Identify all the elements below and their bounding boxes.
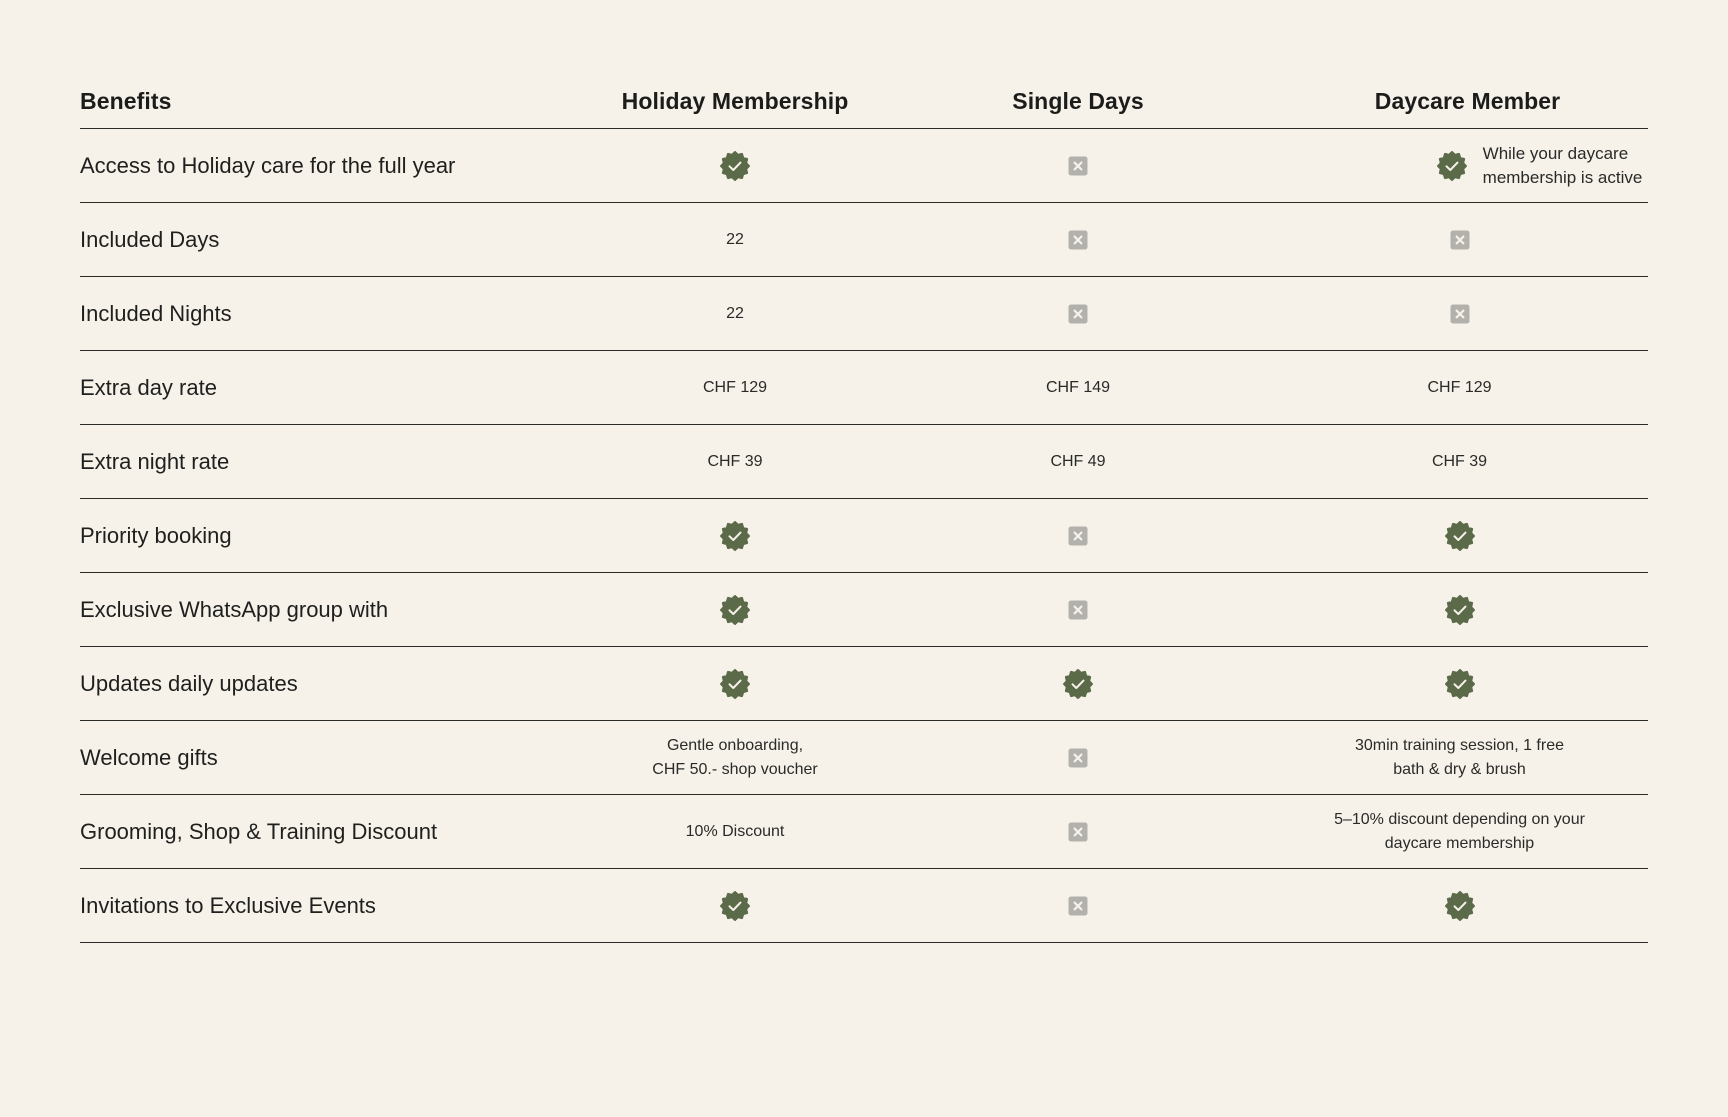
table-row — [80, 351, 1648, 425]
single-days-cell — [885, 450, 1271, 474]
daycare-member-cell — [1271, 304, 1648, 324]
benefit-label: Invitations to Exclusive Events — [80, 892, 376, 918]
table-row — [80, 499, 1648, 573]
benefit-label: Included Days — [80, 226, 220, 252]
check-badge-icon — [1445, 595, 1475, 625]
benefit-label: Exclusive WhatsApp group with — [80, 596, 389, 622]
holiday-membership-cell — [585, 376, 885, 400]
holiday-membership-value: 22 — [726, 230, 744, 248]
table-body — [80, 129, 1648, 943]
x-square-icon — [1068, 748, 1088, 768]
x-square-icon — [1068, 304, 1088, 324]
daycare-member-cell — [1271, 808, 1648, 856]
table-row — [80, 869, 1648, 943]
check-badge-icon — [720, 151, 750, 181]
single-days-cell — [885, 230, 1271, 250]
x-square-icon — [1450, 304, 1470, 324]
daycare-member-cell — [1271, 734, 1648, 782]
holiday-membership-cell — [585, 151, 885, 181]
header-holiday-membership: Holiday Membership — [621, 87, 849, 114]
table-row — [80, 129, 1648, 203]
holiday-membership-value: Gentle onboarding, CHF 50.- shop voucher — [652, 736, 818, 778]
table-row — [80, 721, 1648, 795]
holiday-membership-cell — [585, 595, 885, 625]
table-row — [80, 795, 1648, 869]
x-square-icon — [1068, 822, 1088, 842]
single-days-cell — [885, 156, 1271, 176]
single-days-cell — [885, 376, 1271, 400]
single-days-value: CHF 49 — [1050, 452, 1106, 470]
daycare-member-cell — [1271, 230, 1648, 250]
holiday-membership-cell — [585, 820, 885, 844]
daycare-member-value: CHF 129 — [1427, 378, 1492, 396]
table-row — [80, 573, 1648, 647]
holiday-membership-value: 10% Discount — [685, 822, 785, 840]
table-row — [80, 277, 1648, 351]
benefit-label: Extra day rate — [80, 374, 217, 400]
daycare-member-cell — [1271, 595, 1648, 625]
check-badge-icon — [720, 521, 750, 551]
header-single-days: Single Days — [1012, 87, 1144, 114]
holiday-membership-cell — [585, 302, 885, 326]
holiday-membership-value: CHF 39 — [707, 452, 763, 470]
daycare-member-cell — [1271, 891, 1648, 921]
x-square-icon — [1068, 230, 1088, 250]
single-days-cell — [885, 896, 1271, 916]
daycare-member-value: 5–10% discount depending on your daycare membership — [1334, 810, 1585, 852]
header-benefits: Benefits — [80, 87, 172, 114]
daycare-member-value: CHF 39 — [1431, 452, 1488, 470]
holiday-membership-cell — [585, 891, 885, 921]
holiday-membership-cell — [585, 450, 885, 474]
benefit-label: Updates daily updates — [80, 670, 298, 696]
check-badge-icon — [1445, 521, 1475, 551]
x-square-icon — [1068, 156, 1088, 176]
benefits-comparison-table — [80, 74, 1648, 943]
check-badge-icon — [720, 891, 750, 921]
single-days-cell — [885, 526, 1271, 546]
daycare-member-cell — [1271, 450, 1648, 474]
single-days-cell — [885, 304, 1271, 324]
holiday-membership-value: CHF 129 — [702, 378, 768, 396]
benefit-label: Grooming, Shop & Training Discount — [80, 818, 438, 844]
x-square-icon — [1068, 600, 1088, 620]
daycare-note: While your daycare membership is active — [1482, 143, 1643, 187]
single-days-value: CHF 149 — [1045, 378, 1111, 396]
table-header — [80, 74, 1648, 129]
x-square-icon — [1068, 526, 1088, 546]
table-row — [80, 203, 1648, 277]
holiday-membership-cell — [585, 669, 885, 699]
single-days-cell — [885, 822, 1271, 842]
check-badge-icon — [1063, 669, 1093, 699]
holiday-membership-cell — [585, 734, 885, 782]
daycare-member-value: 30min training session, 1 free bath & dry & brush — [1355, 736, 1564, 778]
benefit-label: Priority booking — [80, 522, 232, 548]
check-badge-icon — [1437, 151, 1467, 181]
check-badge-icon — [720, 669, 750, 699]
table-row — [80, 647, 1648, 721]
holiday-membership-cell — [585, 521, 885, 551]
single-days-cell — [885, 669, 1271, 699]
x-square-icon — [1450, 230, 1470, 250]
holiday-membership-cell — [585, 228, 885, 252]
benefit-label: Included Nights — [80, 300, 232, 326]
check-badge-icon — [1445, 891, 1475, 921]
x-square-icon — [1068, 896, 1088, 916]
table-row — [80, 425, 1648, 499]
daycare-member-cell — [1271, 142, 1648, 190]
benefit-label: Welcome gifts — [80, 744, 218, 770]
benefit-label: Extra night rate — [80, 448, 230, 474]
check-badge-icon — [720, 595, 750, 625]
check-badge-icon — [1445, 669, 1475, 699]
benefit-label: Access to Holiday care for the full year — [80, 152, 456, 178]
holiday-membership-value: 22 — [726, 304, 744, 322]
single-days-cell — [885, 748, 1271, 768]
daycare-member-cell — [1271, 669, 1648, 699]
header-daycare-member: Daycare Member — [1374, 87, 1561, 114]
daycare-member-cell — [1271, 521, 1648, 551]
single-days-cell — [885, 600, 1271, 620]
daycare-member-cell — [1271, 376, 1648, 400]
